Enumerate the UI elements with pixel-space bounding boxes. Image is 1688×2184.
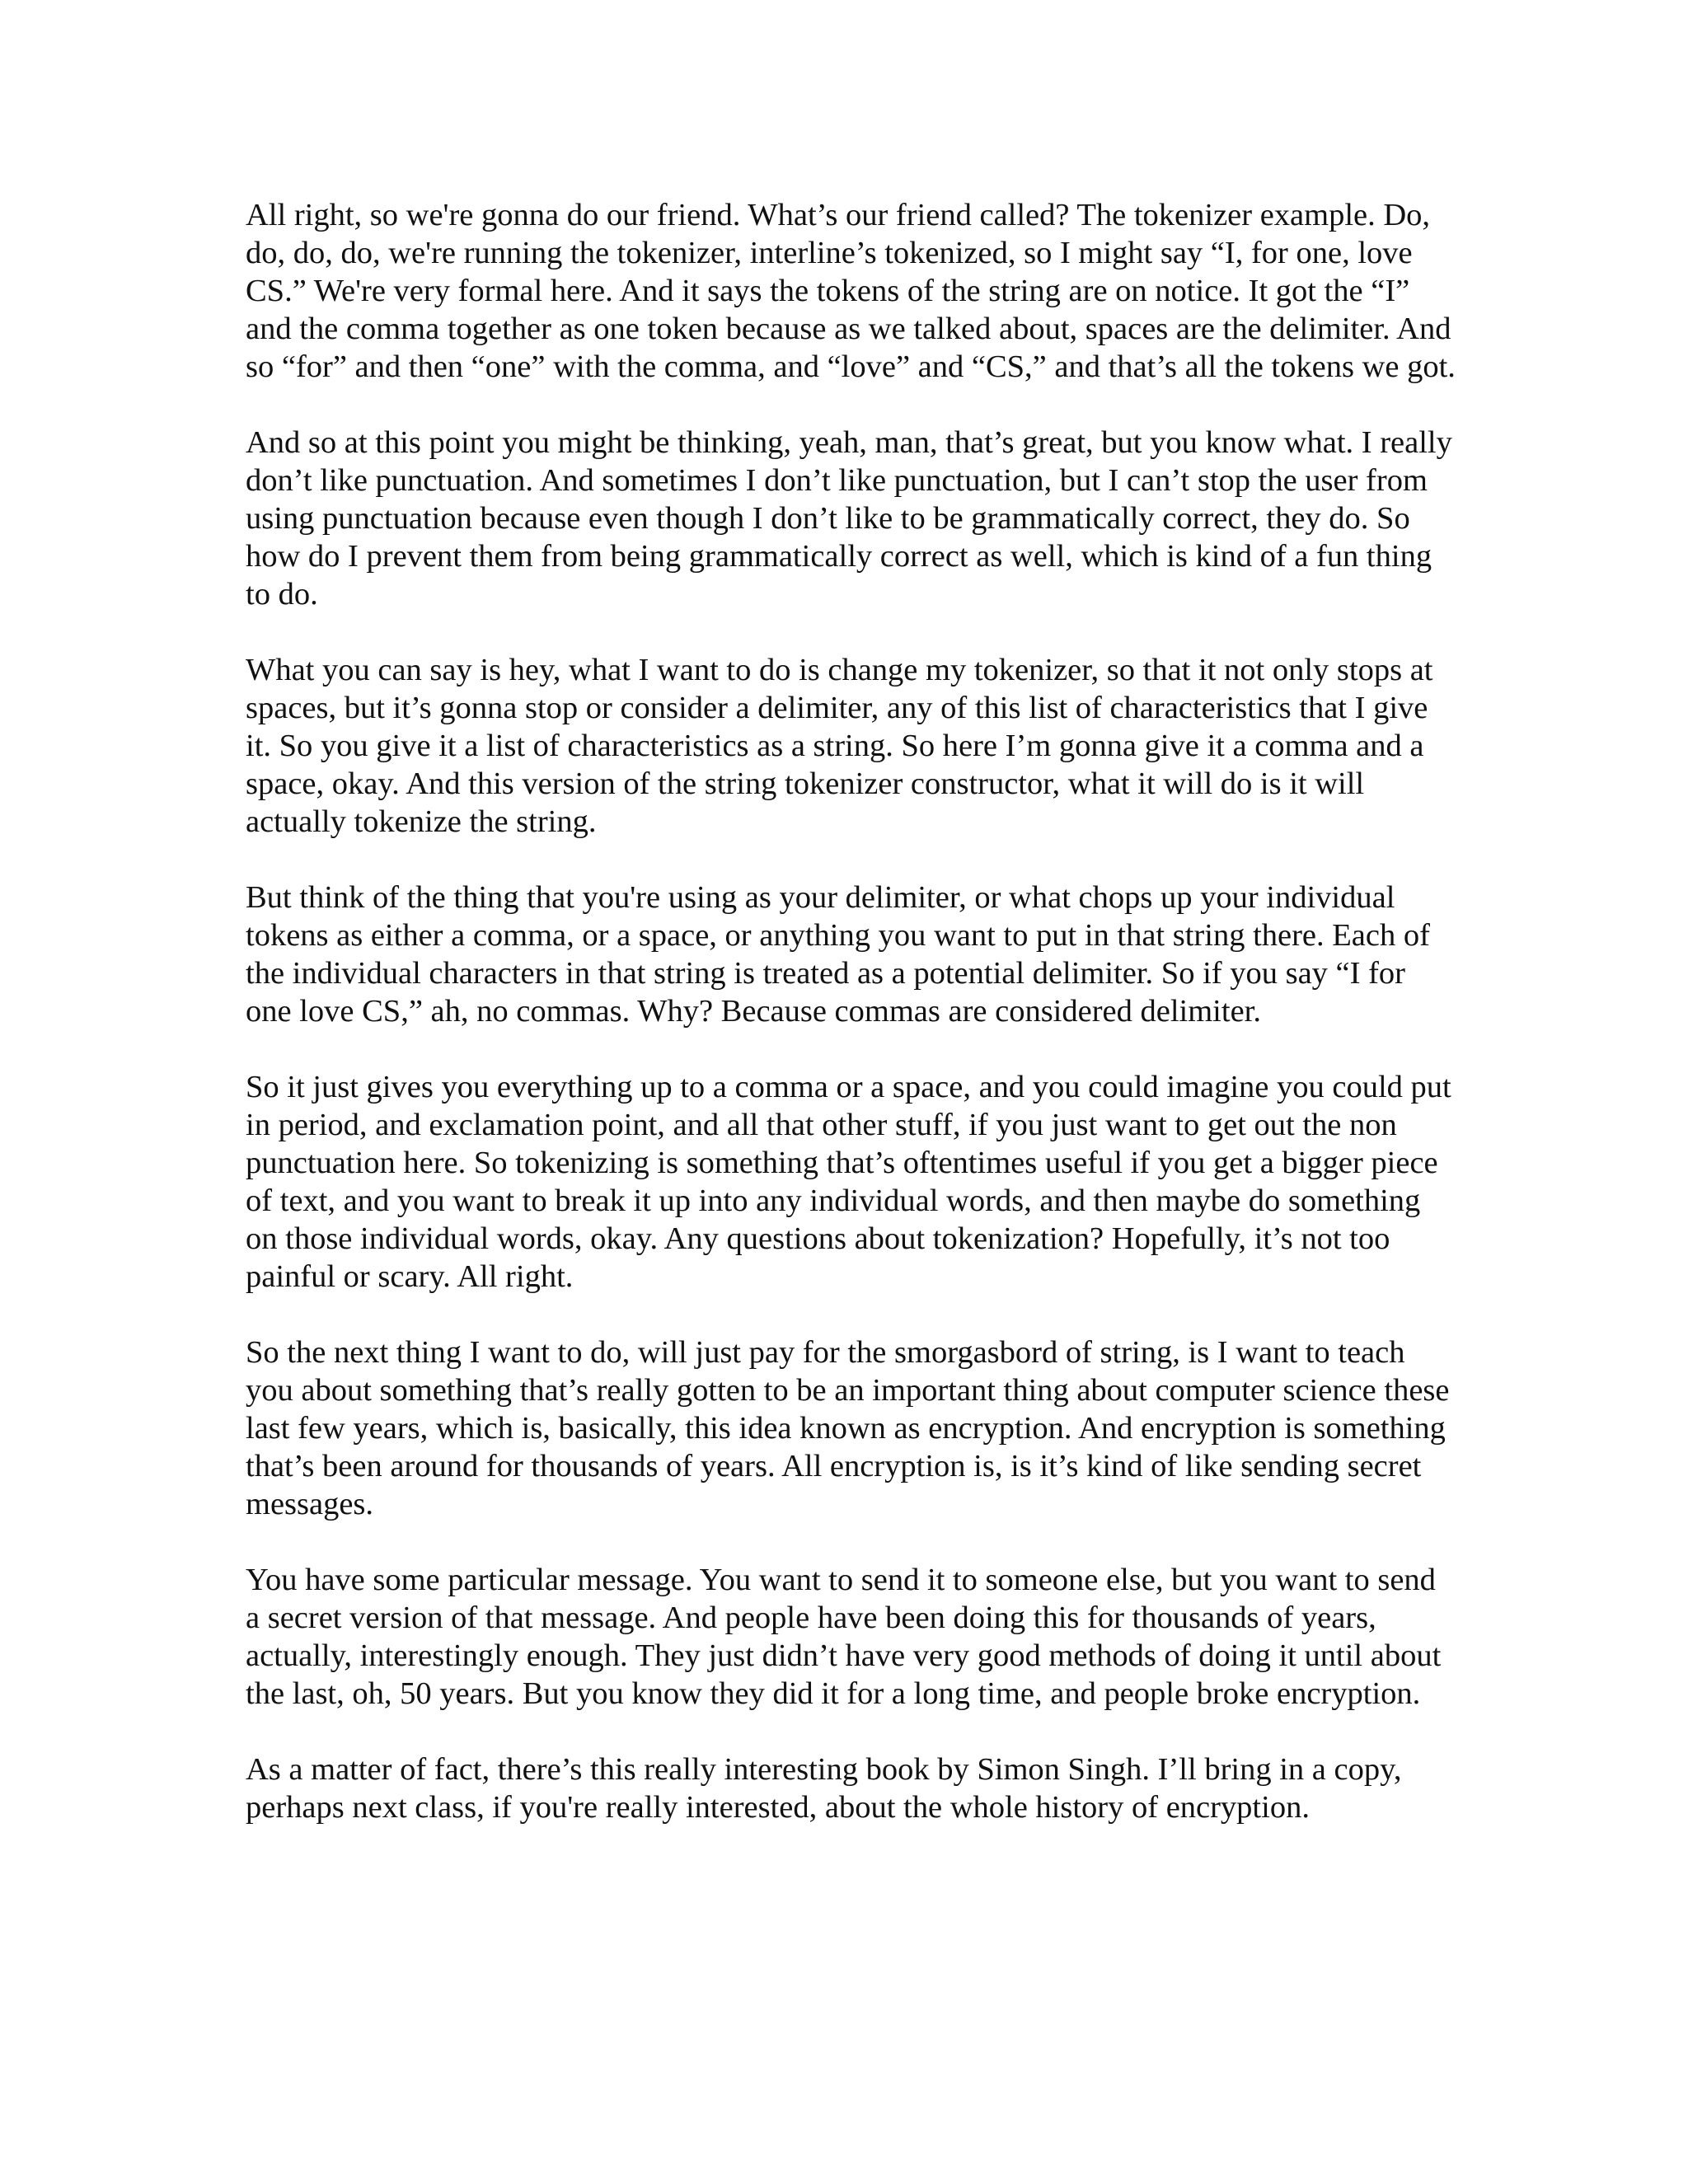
paragraph: And so at this point you might be thinking, yeah, man, that’s great, but you know what. I really don’t like punctuation. And sometimes I don’t like punctuation, but I can’t stop the user from using punctuation because even though I don’t like to be grammatically correct, they do. So how do I prevent them from being grammatically correct as well, which is kind of a fun thing to do. <box>246 425 1452 612</box>
paragraph: As a matter of fact, there’s this really interesting book by Simon Singh. I’ll bring in a copy, perhaps next class, if you're really interested, about the whole history of encryption. <box>246 1752 1402 1825</box>
paragraph: All right, so we're gonna do our friend. What’s our friend called? The tokenizer example. Do, do, do, do, we're running the tokenizer, interline’s tokenized, so I might say “I, for one, love CS.” We're very formal here. And it says the tokens of the string are on notice. It got the “I” and the comma together as one token because as we talked about, spaces are the delimiter. And so “for” and then “one” with the comma, and “love” and “CS,” and that’s all the tokens we got. <box>246 198 1456 384</box>
paragraph: But think of the thing that you're using as your delimiter, or what chops up your individual tokens as either a comma, or a space, or anything you want to put in that string there. Each of the individual characters in that string is treated as a potential delimiter. So if you say “I for one love CS,” ah, no commas. Why? Because commas are considered delimiter. <box>246 880 1430 1029</box>
document-page <box>246 196 1457 1826</box>
paragraph: What you can say is hey, what I want to do is change my tokenizer, so that it not only stops at spaces, but it’s gonna stop or consider a delimiter, any of this list of characteristics that I give it. So you give it a list of characteristics as a string. So here I’m gonna give it a comma and a space, okay. And this version of the string tokenizer constructor, what it will do is it will actually tokenize the string. <box>246 653 1433 839</box>
paragraph: So the next thing I want to do, will just pay for the smorgasbord of string, is I want to teach you about something that’s really gotten to be an important thing about computer science these last few years, which is, basically, this idea known as encryption. And encryption is something that’s been around for thousands of years. All encryption is, is it’s kind of like sending secret messages. <box>246 1335 1450 1521</box>
paragraph: You have some particular message. You want to send it to someone else, but you want to send a secret version of that message. And people have been doing this for thousands of years, actually, interestingly enough. They just didn’t have very good methods of doing it until about the last, oh, 50 years. But you know they did it for a long time, and people broke encryption. <box>246 1563 1442 1711</box>
paragraph: So it just gives you everything up to a comma or a space, and you could imagine you could put in period, and exclamation point, and all that other stuff, if you just want to get out the non punctuation here. So tokenizing is something that’s oftentimes useful if you get a bigger piece of text, and you want to break it up into any individual words, and then maybe do something on those individual words, okay. Any questions about tokenization? Hopefully, it’s not too painful or scary. All right. <box>246 1070 1451 1294</box>
